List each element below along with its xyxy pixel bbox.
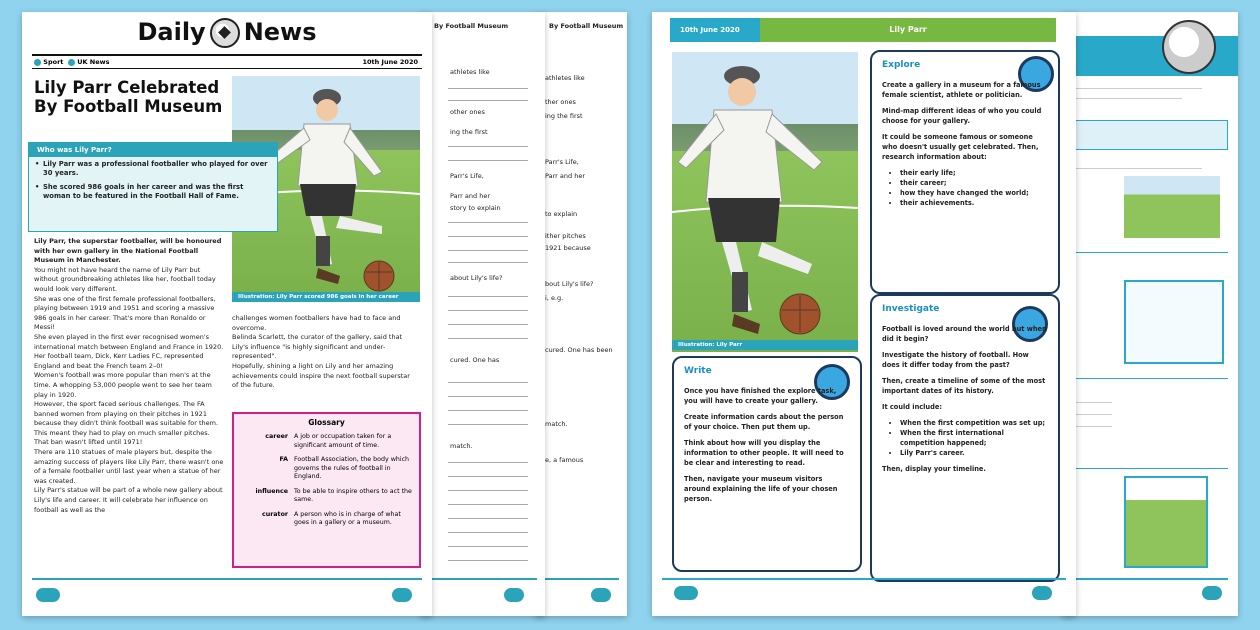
issue-date: 10th June 2020 (362, 58, 418, 66)
investigate-text: Then, create a timeline of some of the most important dates of its history. (882, 377, 1046, 395)
question-line: bout Lily's life? (545, 280, 594, 288)
activity-sheet (652, 12, 1076, 616)
explore-item: • their achievements. (900, 198, 1048, 208)
masthead-right: News (243, 18, 317, 46)
investigate-text: Then, display your timeline. (882, 465, 986, 473)
twinkl-small-logo-icon (504, 588, 524, 602)
question-line: i, e.g. (545, 294, 564, 302)
explore-item: • their career; (900, 178, 1048, 188)
twinkl-small-logo-icon (392, 588, 412, 602)
paragraph: Hopefully, shining a light on Lily and her amazing achievements could inspire the next football superstar of the future. (232, 361, 410, 390)
twinkl-small-logo-icon (1202, 586, 1222, 600)
question-line: match. (450, 442, 473, 450)
glossary-row (240, 511, 413, 528)
investigate-item: • When the first competition was set up; (900, 418, 1048, 428)
footer-rule (32, 578, 422, 580)
twinkl-logo-icon (36, 588, 60, 602)
twinkl-logo-icon (674, 586, 698, 600)
investigate-text: Investigate the history of football. How does it differ today from the past? (882, 351, 1029, 369)
thumbnail-image (1124, 176, 1220, 238)
question-line: ither pitches (545, 232, 586, 240)
glossary-term: influence (255, 487, 288, 495)
glossary-term: curator (261, 510, 288, 518)
paragraph: There are 110 statues of male players but, despite the amazing success of players like Lily Parr, there wasn't one of a female footballer until last year when a statue of her was created. (34, 448, 224, 485)
investigate-title: Investigate (882, 304, 940, 314)
paragraph: Belinda Scarlett, the curator of the gallery, said that Lily's influence "is highly significant and under-represented". (232, 333, 403, 361)
masthead (22, 18, 432, 48)
question-line: ther ones (545, 98, 576, 106)
question-line: ing the first (450, 128, 488, 136)
question-line: cured. One has (450, 356, 500, 364)
glossary-definition: A person who is in charge of what goes in a gallery or a museum. (294, 510, 401, 526)
explore-title: Explore (882, 60, 921, 70)
explore-item: • their early life; (900, 168, 1048, 178)
photo-caption: Illustration: Lily Parr scored 986 goals in her career (232, 292, 420, 302)
activity-title: Lily Parr (760, 18, 1056, 42)
write-title: Write (684, 366, 712, 376)
question-line: Parr's Life, (545, 158, 579, 166)
uk-news-icon (68, 59, 75, 66)
question-line: match. (545, 420, 568, 428)
sport-icon (34, 59, 41, 66)
paragraph: She even played in the first ever recognised women's international match between England and France in 1920. Her football team, Dick, Kerr Ladies FC, represented England and beat the French team 2–0! (34, 332, 224, 370)
sheet-header: By Football Museum (549, 22, 624, 30)
question-sheet-1 (420, 12, 545, 616)
article-column-1 (34, 237, 224, 515)
glossary-definition: To be able to inspire others to act the same. (294, 487, 412, 503)
date-rule (32, 68, 422, 69)
investigate-text: It could include: (882, 403, 942, 411)
info-strip (1072, 120, 1228, 150)
question-line: about Lily's life? (450, 274, 503, 282)
glossary-term: career (265, 433, 288, 440)
write-text: Think about how will you display the information to other people. It will need to be clear and interesting to read. (684, 439, 844, 467)
article-column-2 (232, 314, 418, 391)
newspaper-page (22, 12, 432, 616)
activity-thumbnail (1124, 476, 1208, 568)
tag-sport: Sport (43, 58, 64, 66)
question-line: to explain (545, 210, 578, 218)
paragraph: Women's football was more popular than men's at the time. A whopping 53,000 people went to see her team play in 1920. (34, 371, 212, 399)
write-card (672, 356, 862, 572)
glossary-row (240, 456, 413, 482)
explore-item: • how they have changed the world; (900, 188, 1048, 198)
question-line: Parr and her (545, 172, 585, 180)
player-illustration (672, 52, 858, 352)
paragraph: She was one of the first female professional footballers, playing between 1919 and 1951 and scoring a massive 986 goals in her career. That's more than Ronaldo or Messi! (34, 294, 216, 332)
football-icon (1162, 20, 1216, 74)
investigate-card (870, 294, 1060, 582)
paragraph: However, the sport faced serious challenges. The FA banned women from playing on their pitches in 1921 because they didn't think football was suitable for them. This meant they had to play on much smaller pitches. That ban wasn't lifted until 1971! (34, 400, 219, 447)
sheet-header: By Football Museum (434, 22, 509, 30)
masthead-rule (32, 54, 422, 56)
football-icon (210, 18, 240, 48)
paragraph: You might not have heard the name of Lily Parr but without groundbreaking athletes like her, football today would look very different. (34, 265, 216, 293)
investigate-item: • When the first international competition happened; (900, 428, 1048, 448)
twinkl-small-logo-icon (591, 588, 611, 602)
question-line: cured. One has been (545, 346, 613, 354)
glossary-title: Glossary (308, 418, 345, 427)
question-line: other ones (450, 108, 485, 116)
glossary-term: FA (279, 456, 288, 463)
tag-uk: UK News (77, 58, 110, 66)
write-text: Then, navigate your museum visitors around explaining the life of your chosen person. (684, 475, 838, 503)
paragraph: challenges women footballers have had to face and overcome. (232, 314, 401, 332)
question-line: athletes like (450, 68, 490, 76)
investigate-text: Football is loved around the world but when did it begin? (882, 325, 1047, 343)
question-line: e, a famous (545, 456, 584, 464)
masthead-left: Daily (137, 18, 206, 46)
question-line: Parr's Life, (450, 172, 484, 180)
headline: Lily Parr Celebrated By Football Museum (34, 78, 223, 116)
explore-text: It could be someone famous or someone who doesn't usually get celebrated. Then, research information about: (882, 133, 1039, 161)
question-sheet-2 (535, 12, 627, 616)
box-bullet: • She scored 986 goals in her career and was the first woman to be featured in the Football Hall of Fame. (29, 180, 277, 203)
newspaper-thumbnail (1124, 280, 1224, 364)
explore-text: Create a gallery in a museum for a famous female scientist, athlete or politician. (882, 81, 1041, 99)
activity-date: 10th June 2020 (670, 18, 770, 42)
box-title: Who was Lily Parr? (29, 143, 277, 157)
glossary-row (240, 433, 413, 450)
glossary-definition: Football Association, the body which governs the rules of football in England. (294, 456, 410, 480)
lily-parr-illustration (672, 52, 858, 352)
photo-caption: Illustration: Lily Parr (672, 340, 858, 350)
investigate-item: • Lily Parr's career. (900, 448, 1048, 458)
who-was-lily-box (28, 142, 278, 232)
question-line: 1921 because (545, 244, 591, 252)
question-line: Parr and her (450, 192, 490, 200)
paragraph: Lily Parr, the superstar footballer, will be honoured with her own gallery in the National Football Museum in Manchester. (34, 237, 222, 265)
write-text: Create information cards about the person of your choice. Then put them up. (684, 413, 844, 431)
paragraph: Lily Parr's statue will be part of a whole new gallery about Lily's life and career. It will celebrate her influence on football as well as the (34, 486, 223, 514)
section-tags (34, 58, 110, 66)
info-sheet-partial (1062, 12, 1238, 616)
box-bullet: • Lily Parr was a professional footballer who played for over 30 years. (29, 157, 277, 180)
explore-text: Mind-map different ideas of who you could choose for your gallery. (882, 107, 1042, 125)
question-line: athletes like (545, 74, 585, 82)
glossary-box (232, 412, 421, 568)
question-line: ing the first (545, 112, 583, 120)
explore-card (870, 50, 1060, 294)
question-line: story to explain (450, 204, 501, 212)
twinkl-small-logo-icon (1032, 586, 1052, 600)
write-text: Once you have finished the explore task, you will have to create your gallery. (684, 387, 837, 405)
glossary-definition: A job or occupation taken for a significant amount of time. (294, 433, 392, 449)
glossary-row (240, 488, 413, 505)
